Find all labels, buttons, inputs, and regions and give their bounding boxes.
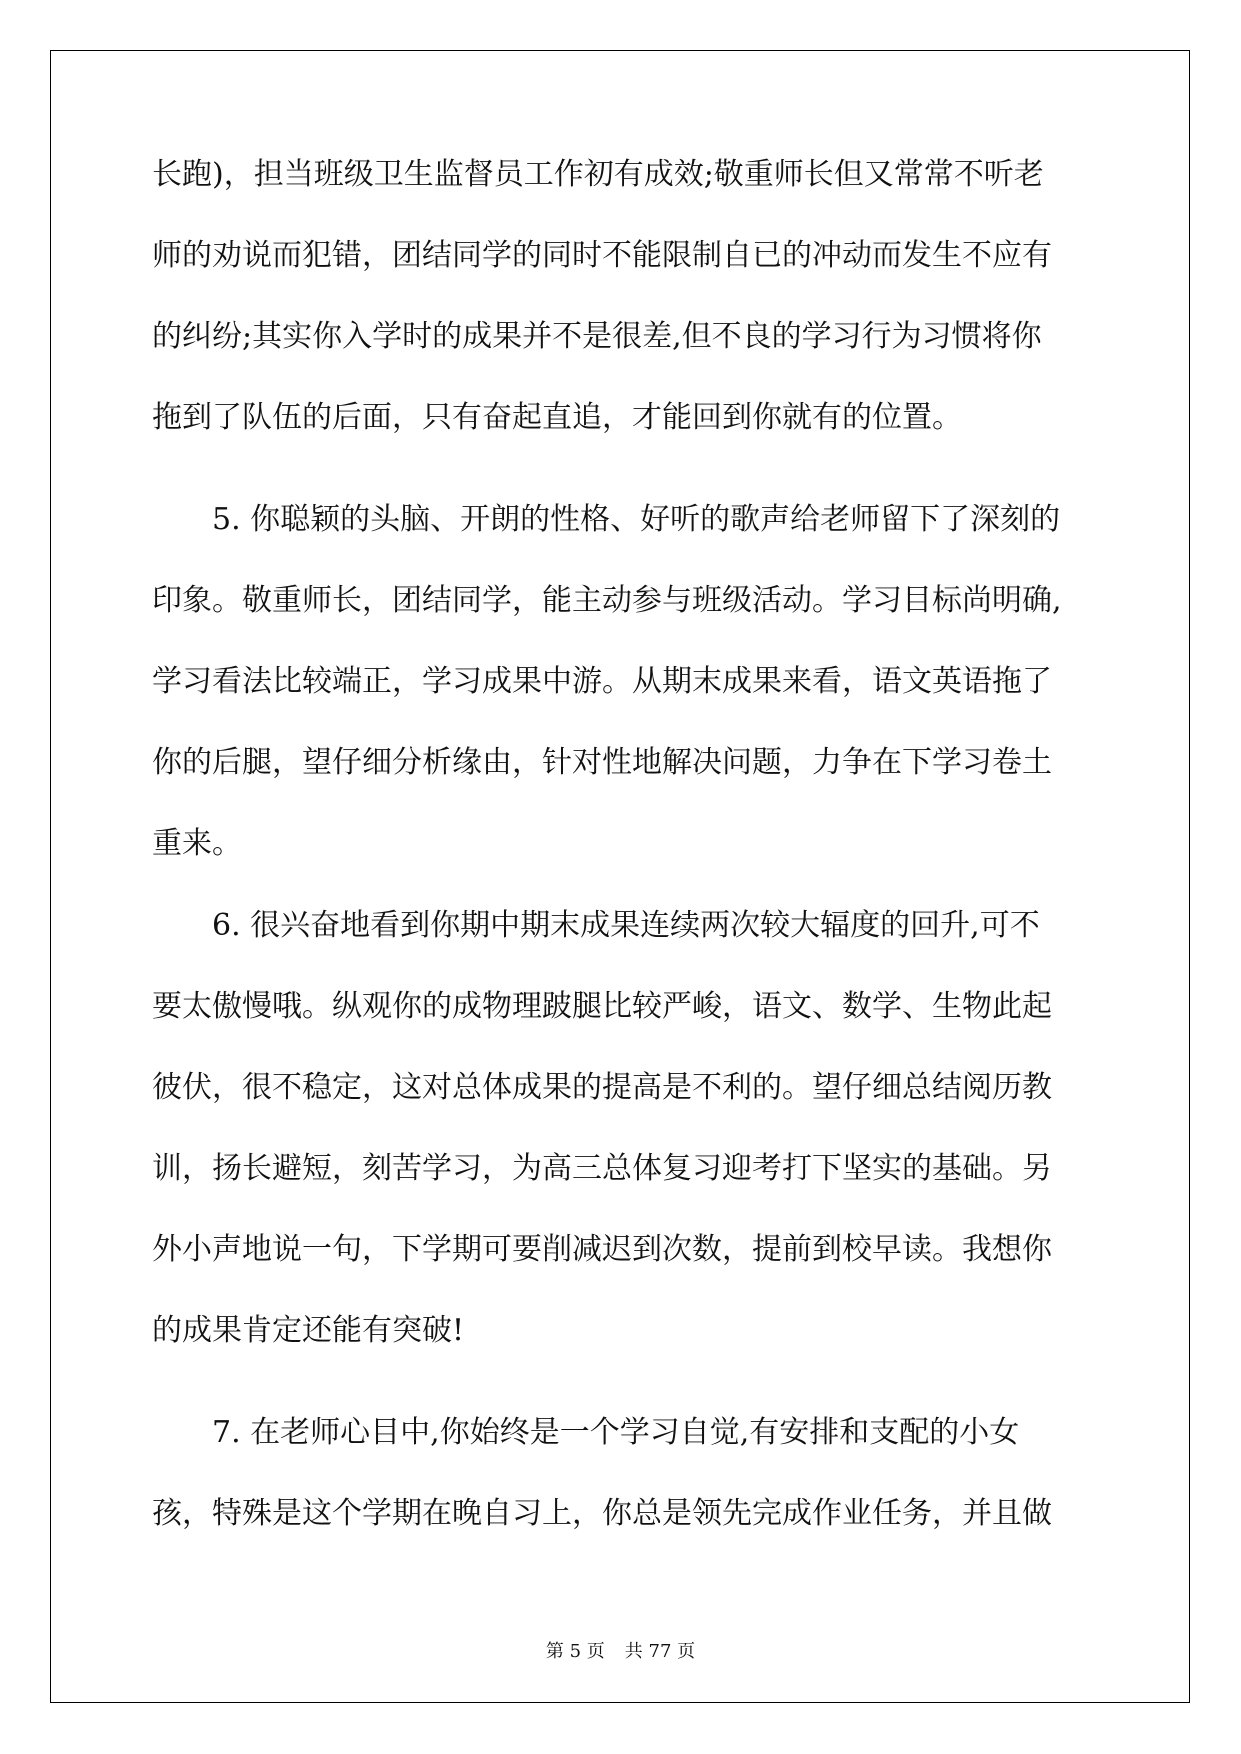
text-line: 孩，特殊是这个学期在晚自习上，你总是领先完成作业任务，并且做 bbox=[152, 1496, 1052, 1531]
page-footer bbox=[0, 1637, 1241, 1663]
text-line: 印象。敬重师长，团结同学，能主动参与班级活动。学习目标尚明确, bbox=[152, 583, 1062, 618]
text-line: 的成果肯定还能有突破! bbox=[152, 1313, 465, 1348]
text-line: 5. 你聪颖的头脑、开朗的性格、好听的歌声给老师留下了深刻的 bbox=[212, 502, 1061, 537]
text-line: 7. 在老师心目中,你始终是一个学习自觉,有安排和支配的小女 bbox=[212, 1415, 1020, 1450]
text-line: 要太傲慢哦。纵观你的成物理跛腿比较严峻，语文、数学、生物此起 bbox=[152, 989, 1052, 1024]
text-line: 师的劝说而犯错，团结同学的同时不能限制自已的冲动而发生不应有 bbox=[152, 238, 1052, 273]
text-line: 的纠纷;其实你入学时的成果并不是很差,但不良的学习行为习惯将你 bbox=[152, 319, 1042, 354]
text-line: 拖到了队伍的后面，只有奋起直追，才能回到你就有的位置。 bbox=[152, 400, 962, 435]
text-line: 彼伏，很不稳定，这对总体成果的提高是不利的。望仔细总结阅历教 bbox=[152, 1070, 1052, 1105]
text-line: 6. 很兴奋地看到你期中期末成果连续两次较大辐度的回升,可不 bbox=[212, 908, 1040, 943]
text-line: 训，扬长避短，刻苦学习，为高三总体复习迎考打下坚实的基础。另 bbox=[152, 1151, 1052, 1186]
text-line: 重来。 bbox=[152, 826, 242, 861]
text-line: 外小声地说一句，下学期可要削减迟到次数，提前到校早读。我想你 bbox=[152, 1232, 1052, 1267]
page-number: 第 5 页 bbox=[545, 1641, 605, 1662]
text-line: 长跑)，担当班级卫生监督员工作初有成效;敬重师长但又常常不听老 bbox=[152, 157, 1044, 192]
page-border bbox=[50, 50, 1190, 1703]
page-total: 共 77 页 bbox=[624, 1641, 696, 1662]
text-line: 学习看法比较端正，学习成果中游。从期末成果来看，语文英语拖了 bbox=[152, 664, 1052, 699]
text-line: 你的后腿，望仔细分析缘由，针对性地解决问题，力争在下学习卷土 bbox=[152, 745, 1052, 780]
